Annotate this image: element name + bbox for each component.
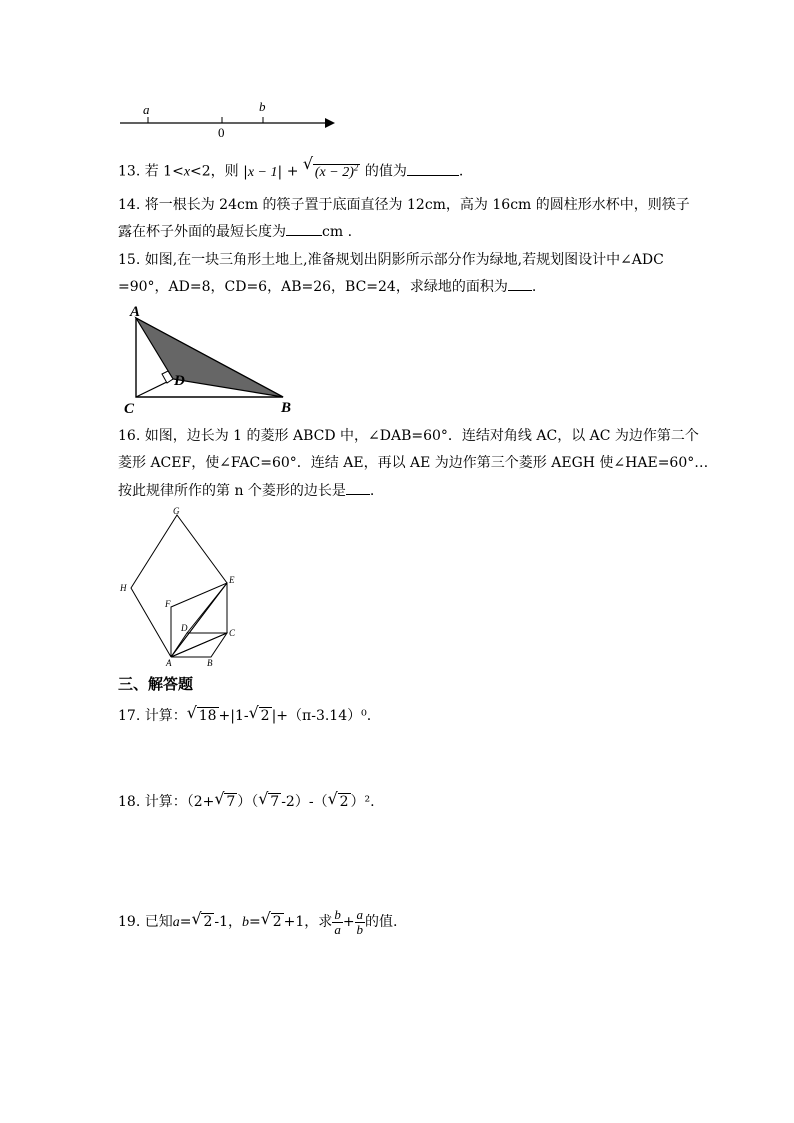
question-15-line2: =90°，AD=8，CD=6，AB=26，BC=24，求绿地的面积为 . bbox=[118, 279, 537, 295]
q18-sqrt-7b: √ 7 bbox=[258, 789, 280, 810]
label-b: b bbox=[259, 99, 266, 114]
q15-number: 15. bbox=[118, 252, 141, 268]
q13-sqrt: √ $(x - 2)^2$ bbox=[302, 154, 359, 180]
question-13: 13. 若 1<x<2，则 |x − 1| + √ $(x - 2)^2$ 的值为 . bbox=[118, 157, 463, 183]
q19-fraction-a-over-b: $\frac{a}{b}$ bbox=[356, 906, 364, 937]
q16-text3: 按此规律所作的第 n 个菱形的边长是 bbox=[118, 483, 346, 499]
label-zero: 0 bbox=[218, 125, 225, 140]
q18-sqrt-2: √ 2 bbox=[327, 789, 349, 810]
question-15-line1 bbox=[118, 250, 664, 270]
svg-text:A: A bbox=[166, 658, 172, 668]
q14-number: 14. bbox=[118, 197, 141, 213]
q19-sqrt-2a: √ 2 bbox=[191, 909, 213, 930]
q13-number: 13. bbox=[118, 163, 141, 180]
label-a: a bbox=[143, 102, 150, 117]
svg-text:E: E bbox=[229, 575, 235, 585]
q16-answer-blank[interactable] bbox=[346, 482, 370, 495]
q19-sqrt-2b: √ 2 bbox=[260, 909, 282, 930]
svg-text:D: D bbox=[174, 373, 185, 389]
svg-text:C: C bbox=[229, 628, 236, 638]
question-17: 17. 计算： √ 18 +|1- √ 2 |+（π-3.14）⁰. bbox=[118, 703, 372, 724]
q17-sqrt-18: √ 18 bbox=[186, 703, 217, 724]
q16-text1: 如图，边长为 1 的菱形 ABCD 中，∠DAB=60°．连结对角线 AC，以 AC 为边作第二个 bbox=[144, 428, 699, 444]
q13-abs: |x − 1| bbox=[243, 163, 283, 180]
svg-text:B: B bbox=[207, 658, 213, 668]
shaded-region bbox=[136, 318, 283, 397]
arrow-right-icon bbox=[325, 118, 335, 128]
q16-number: 16. bbox=[118, 428, 141, 444]
q14-answer-blank[interactable] bbox=[286, 223, 322, 236]
number-line-figure bbox=[115, 95, 345, 143]
q18-sqrt-7a: √ 7 bbox=[214, 789, 236, 810]
q13-x: x bbox=[183, 164, 191, 180]
question-16-line1 bbox=[118, 426, 699, 446]
question-16-line3: 按此规律所作的第 n 个菱形的边长是 . bbox=[118, 483, 375, 499]
question-14-line1 bbox=[118, 195, 690, 215]
q14-text2: 露在杯子外面的最短长度为 bbox=[118, 224, 286, 240]
svg-text:G: G bbox=[173, 506, 180, 516]
rhombus-figure bbox=[115, 505, 255, 670]
section-title: 三、解答题 bbox=[118, 675, 194, 693]
question-14-line2: 露在杯子外面的最短长度为 cm . bbox=[118, 224, 353, 240]
q15-answer-blank[interactable] bbox=[508, 278, 532, 291]
svg-text:H: H bbox=[120, 583, 127, 593]
q13-plus: + bbox=[286, 163, 299, 180]
q16-text2: 菱形 ACEF，使∠FAC=60°．连结 AE，再以 AE 为边作第三个菱形 AEGH 使∠HAE=60°… bbox=[118, 455, 709, 471]
q17-sqrt-2: √ 2 bbox=[248, 703, 270, 724]
q13-post: 的值为 bbox=[364, 163, 407, 180]
q17-number: 17. bbox=[118, 708, 141, 724]
q15-text2: =90°，AD=8，CD=6，AB=26，BC=24，求绿地的面积为 bbox=[118, 279, 508, 295]
q15-text1: 如图,在一块三角形土地上,准备规划出阴影所示部分作为绿地,若规划图设计中∠ADC bbox=[144, 252, 664, 268]
question-16-line2 bbox=[118, 453, 708, 473]
svg-text:D: D bbox=[181, 623, 188, 633]
svg-text:B: B bbox=[281, 400, 292, 416]
triangle-figure bbox=[118, 300, 298, 418]
q19-fraction-b-over-a: $\frac{b}{a}$ bbox=[334, 906, 341, 937]
q14-text1: 将一根长为 24cm 的筷子置于底面直径为 12cm，高为 16cm 的圆柱形水杯中，则筷子 bbox=[144, 197, 690, 213]
question-18: 18. 计算：（2+ √ 7 ）（ √ 7 -2）-（ √ 2 ）². bbox=[118, 789, 375, 810]
svg-text:A: A bbox=[130, 304, 141, 320]
q18-number: 18. bbox=[118, 794, 141, 810]
svg-text:F: F bbox=[165, 599, 171, 609]
question-19: 19. 已知a= √ 2 -1，b= √ 2 +1，求 $\frac{b}{a}$ + $\frac{a}{b}$ 的值. bbox=[118, 905, 398, 940]
svg-text:C: C bbox=[124, 401, 135, 417]
q13-pre: 若 1< bbox=[144, 163, 184, 180]
q13-mid: <2，则 bbox=[190, 163, 239, 180]
q13-answer-blank[interactable] bbox=[407, 163, 459, 176]
q19-number: 19. bbox=[118, 914, 141, 930]
